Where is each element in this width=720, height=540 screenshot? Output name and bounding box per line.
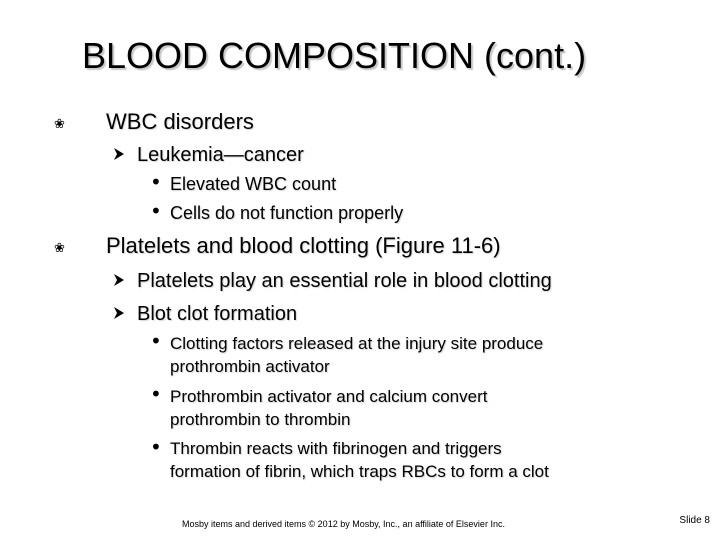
- bullet-prothrombin-line1: Prothrombin activator and calcium convert: [170, 387, 488, 406]
- flower-bullet-icon: ❀: [54, 241, 65, 256]
- dot-bullet-icon: •: [150, 329, 162, 353]
- bullet-clotting-factors-line2: prothrombin activator: [170, 357, 330, 376]
- bullet-leukemia: Leukemia—cancer: [137, 144, 304, 166]
- arrow-bullet-icon: [113, 147, 125, 161]
- bullet-clot-formation: Blot clot formation: [137, 303, 298, 325]
- bullet-cells-function: Cells do not function properly: [170, 203, 404, 223]
- bullet-thrombin-line2: formation of fibrin, which traps RBCs to form a clot: [170, 462, 549, 481]
- bullet-elevated-wbc: Elevated WBC count: [170, 174, 337, 194]
- flower-bullet-icon: ❀: [54, 117, 65, 132]
- slide-title: BLOOD COMPOSITION (cont.): [82, 35, 587, 76]
- arrow-bullet-icon: [113, 273, 125, 287]
- dot-bullet-icon: •: [150, 382, 162, 406]
- dot-bullet-icon: •: [150, 170, 162, 194]
- slide-number: Slide 8: [679, 515, 710, 526]
- copyright-footer: Mosby items and derived items © 2012 by Mosby, Inc., an affiliate of Elsevier Inc.: [182, 519, 505, 529]
- bullet-clotting-factors-line1: Clotting factors released at the injury site produce: [170, 334, 544, 353]
- bullet-platelets-clotting: Platelets and blood clotting (Figure 11-6): [106, 233, 501, 258]
- bullet-platelets-role: Platelets play an essential role in blood clotting: [137, 270, 552, 292]
- dot-bullet-icon: •: [150, 199, 162, 223]
- dot-bullet-icon: •: [150, 435, 162, 459]
- bullet-thrombin-line1: Thrombin reacts with fibrinogen and triggers: [170, 439, 502, 458]
- bullet-prothrombin-line2: prothrombin to thrombin: [170, 410, 351, 429]
- arrow-bullet-icon: [113, 306, 125, 320]
- bullet-wbc-disorders: WBC disorders: [106, 109, 254, 134]
